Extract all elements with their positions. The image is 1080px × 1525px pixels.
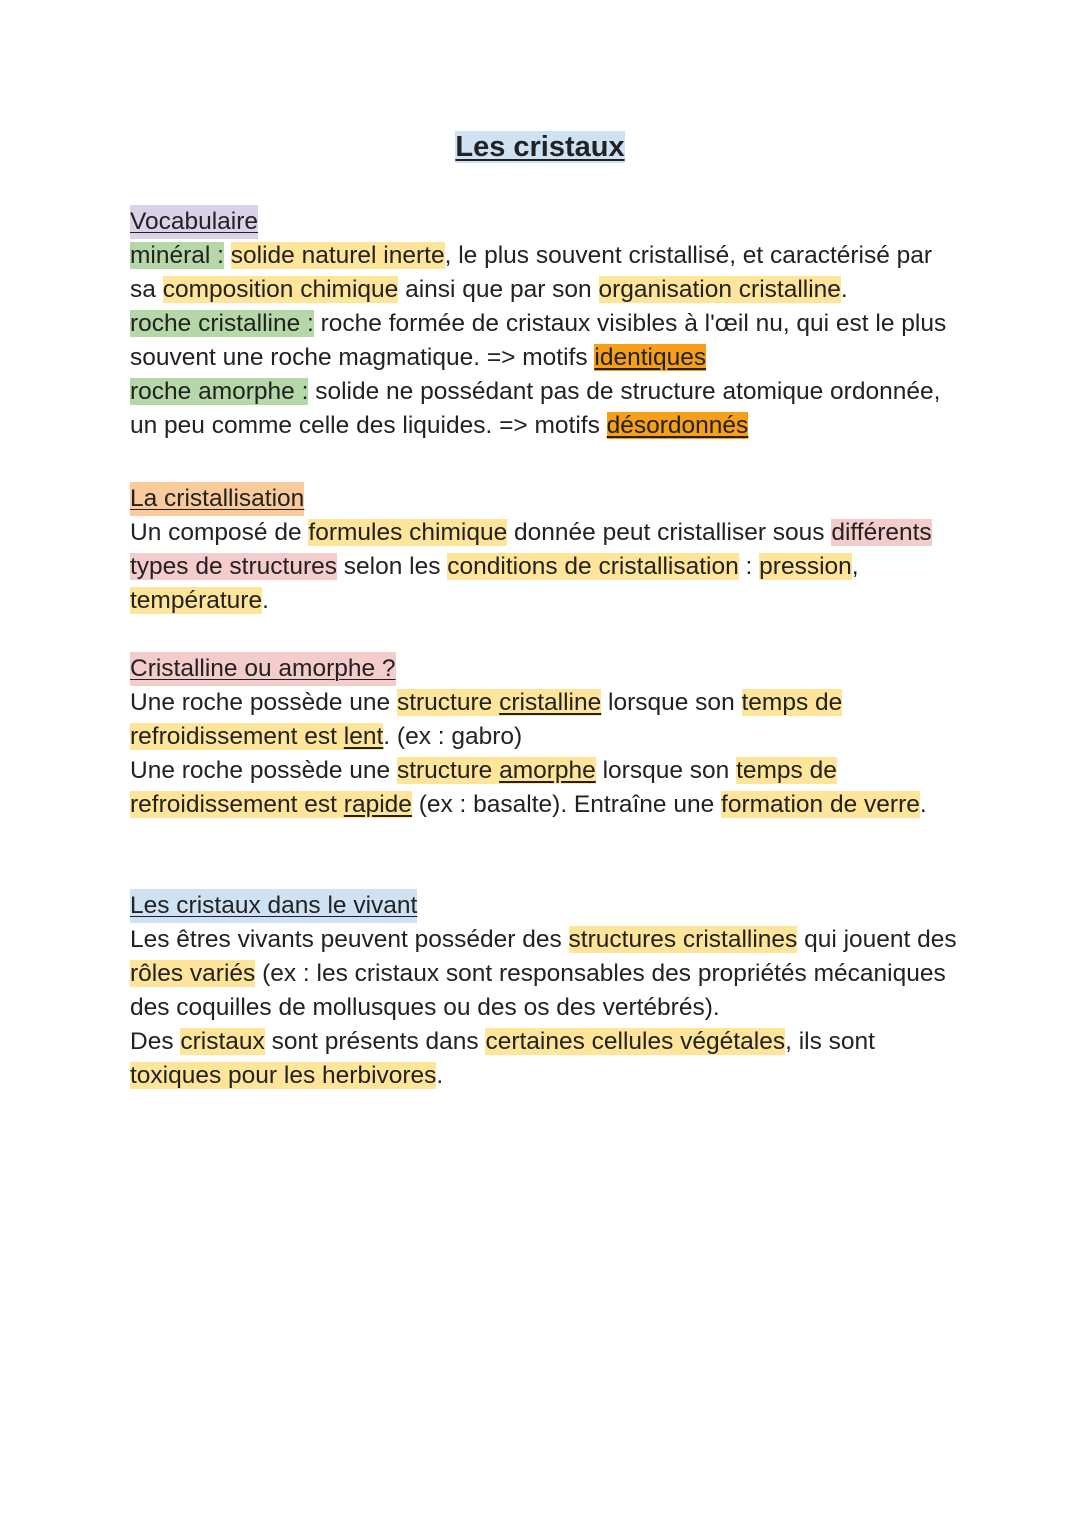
text-run: roche cristalline : [130,310,314,337]
text-run: température [130,587,263,614]
text-run: temps de refroidissement est [130,689,843,750]
text-run [224,242,231,269]
definition-roche-amorphe [130,375,960,443]
text-run: structures cristallines [568,926,798,953]
page-title [0,128,1080,166]
text-run: rapide [343,791,412,818]
text-run: : [738,553,760,580]
text-run: cristaux [180,1028,265,1055]
paragraph [130,1025,960,1093]
text-run: lorsque son [601,689,742,716]
text-run: (ex : basalte). Entraîne une [411,791,722,818]
text-run: . (ex : gabro) [383,723,523,750]
text-run: minéral : [130,242,224,269]
text-run: roche amorphe : [130,378,309,405]
text-run: amorphe [499,757,596,784]
text-run: temps de refroidissement est [130,757,837,818]
section-heading: Cristalline ou amorphe ? [130,652,396,686]
text-run: structure [396,757,500,784]
text-run: Un composé de [130,519,309,546]
text-run: désordonnés [606,412,749,439]
section-vocabulaire [130,205,960,443]
text-run: , [851,553,859,580]
text-run: selon les [336,553,448,580]
text-run: toxiques pour les herbivores [130,1062,437,1089]
text-run: Une roche possède une [130,757,397,784]
paragraph [130,923,960,1025]
definition-mineral [130,239,960,307]
section-vivant [130,889,960,1093]
section-heading: Vocabulaire [130,205,258,239]
text-run: (ex : les cristaux sont responsables des propriétés mécaniques des coquilles de mollusques ou des os des vertébrés). [130,960,946,1021]
text-run: solide naturel inerte [230,242,445,269]
section-heading: La cristallisation [130,482,304,516]
text-run: donnée peut cristalliser sous [507,519,832,546]
text-run: rôles variés [130,960,256,987]
text-run: . [840,276,848,303]
text-run: , ils sont [785,1028,875,1055]
definition-roche-cristalline [130,307,960,375]
text-run: pression [759,553,852,580]
text-run: identiques [594,344,707,371]
text-run: qui jouent des [797,926,957,953]
text-run: lent [343,723,384,750]
text-run: organisation cristalline [598,276,841,303]
text-run: structure [396,689,500,716]
text-run: cristalline [499,689,602,716]
text-run: formation de verre [721,791,920,818]
text-run: certaines cellules végétales [485,1028,786,1055]
text-run: . [919,791,927,818]
text-run: . [436,1062,444,1089]
text-run: Les cristaux [455,131,625,163]
text-run: , le plus souvent cristallisé, et caractérisé par sa [130,242,933,303]
paragraph [130,516,960,618]
text-run: Des [130,1028,181,1055]
text-run: Une roche possède une [130,689,397,716]
text-run: formules chimique [308,519,508,546]
text-run: . [262,587,269,614]
section-cristalline-ou-amorphe [130,652,960,822]
section-heading: Les cristaux dans le vivant [130,889,417,923]
text-run: sont présents dans [264,1028,486,1055]
text-run: solide ne possédant pas de structure atomique ordonnée, un peu comme celle des liquides. => motifs [130,378,941,439]
paragraph [130,686,960,754]
text-run: lorsque son [595,757,737,784]
text-run: ainsi que par son [398,276,599,303]
paragraph [130,754,960,822]
text-run: Les êtres vivants peuvent posséder des [130,926,569,953]
section-cristallisation [130,482,960,618]
text-run: composition chimique [162,276,399,303]
text-run: différents types de structures [130,519,932,580]
text-run: roche formée de cristaux visibles à l'œil nu, qui est le plus souvent une roche magmatique. => motifs [130,310,947,371]
text-run: conditions de cristallisation [447,553,739,580]
